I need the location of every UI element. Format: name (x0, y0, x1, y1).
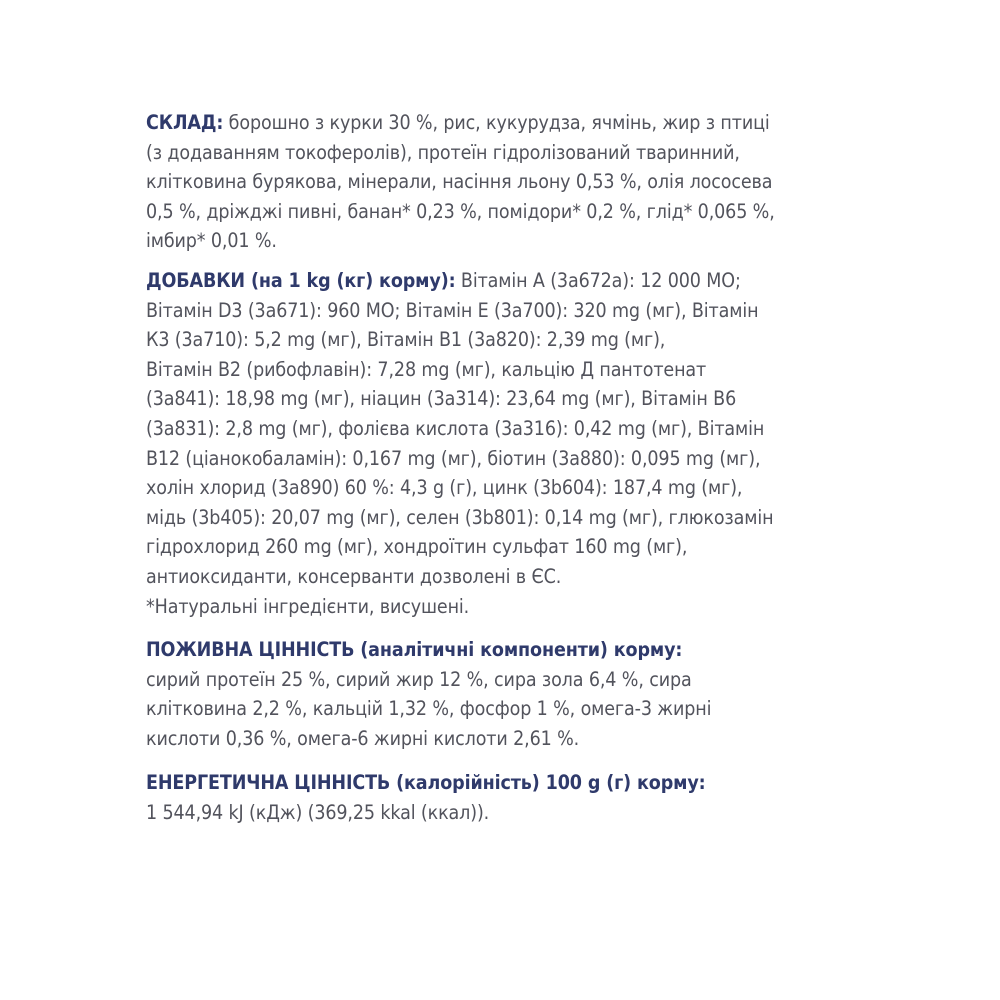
composition-text-1: борошно з курки 30 %, рис, кукурудза, ячмінь, жир з птиці (223, 111, 770, 134)
ingredients-label (146, 108, 906, 828)
energy-section (146, 768, 906, 827)
nutrition-line-1: сирий протеїн 25 %, сирий жир 12 %, сира зола 6,4 %, сира (146, 667, 692, 691)
additives-section (146, 266, 906, 621)
composition-line-2: (з додаванням токоферолів), протеїн гідролізований тваринний, (146, 140, 740, 164)
additives-line-9: мідь (3b405): 20,07 mg (мг), селен (3b801): 0,14 mg (мг), глюкозамін (146, 505, 774, 529)
additives-line-3: К3 (3а710): 5,2 mg (мг), Вітамін В1 (3а820): 2,39 mg (мг), (146, 328, 666, 352)
additives-text-1: Вітамін А (3а672а): 12 000 МО; (455, 268, 741, 292)
additives-line-7: В12 (ціанокобаламін): 0,167 mg (мг), біотин (3а880): 0,095 mg (мг), (146, 446, 761, 470)
composition-section (146, 108, 906, 256)
nutrition-heading: ПОЖИВНА ЦІННІСТЬ (аналітичні компоненти) корму: (146, 638, 683, 662)
section-spacer (146, 621, 906, 635)
additives-line-8: холін хлорид (3а890) 60 %: 4,3 g (г), цинк (3b604): 187,4 mg (мг), (146, 476, 743, 500)
additives-heading: ДОБАВКИ (на 1 kg (кг) корму): (146, 268, 456, 292)
composition-line-3: клітковина бурякова, мінерали, насіння льону 0,53 %, олія лососева (146, 170, 773, 194)
composition-line-4: 0,5 %, дріжджі пивні, банан* 0,23 %, помідори* 0,2 %, глід* 0,065 %, (146, 199, 775, 223)
composition-heading: СКЛАД: (146, 111, 224, 134)
nutrition-line-2: клітковина 2,2 %, кальцій 1,32 %, фосфор 1 %, омега-3 жирні (146, 697, 712, 721)
nutrition-line-3: кислоти 0,36 %, омега-6 жирні кислоти 2,61 %. (146, 726, 580, 750)
additives-line-11: антиоксиданти, консерванти дозволені в ЄС. (146, 564, 562, 588)
additives-line-5: (3а841): 18,98 mg (мг), ніацин (3а314): 23,64 mg (мг), Вітамін В6 (146, 387, 737, 411)
additives-line-1 (146, 266, 830, 296)
energy-heading: ЕНЕРГЕТИЧНА ЦІННІСТЬ (калорійність) 100 g (г) корму: (146, 771, 706, 795)
composition-line-1 (146, 108, 830, 138)
natural-ingredients-note: *Натуральні інгредієнти, висушені. (146, 594, 470, 618)
additives-line-10: гідрохлорид 260 mg (мг), хондроїтин сульфат 160 mg (мг), (146, 535, 688, 559)
section-spacer (146, 753, 906, 768)
additives-line-4: Вітамін В2 (рибофлавін): 7,28 mg (мг), кальцію Д пантотенат (146, 357, 707, 381)
composition-line-5: імбир* 0,01 %. (146, 229, 277, 253)
additives-line-6: (3а831): 2,8 mg (мг), фолієва кислота (3а316): 0,42 mg (мг), Вітамін (146, 416, 765, 440)
additives-line-2: Вітамін D3 (3а671): 960 МО; Вітамін Е (3а700): 320 mg (мг), Вітамін (146, 298, 759, 322)
section-spacer (146, 256, 906, 266)
energy-line-1: 1 544,94 kJ (кДж) (369,25 kkal (ккал)). (146, 801, 490, 825)
nutrition-section (146, 635, 906, 753)
